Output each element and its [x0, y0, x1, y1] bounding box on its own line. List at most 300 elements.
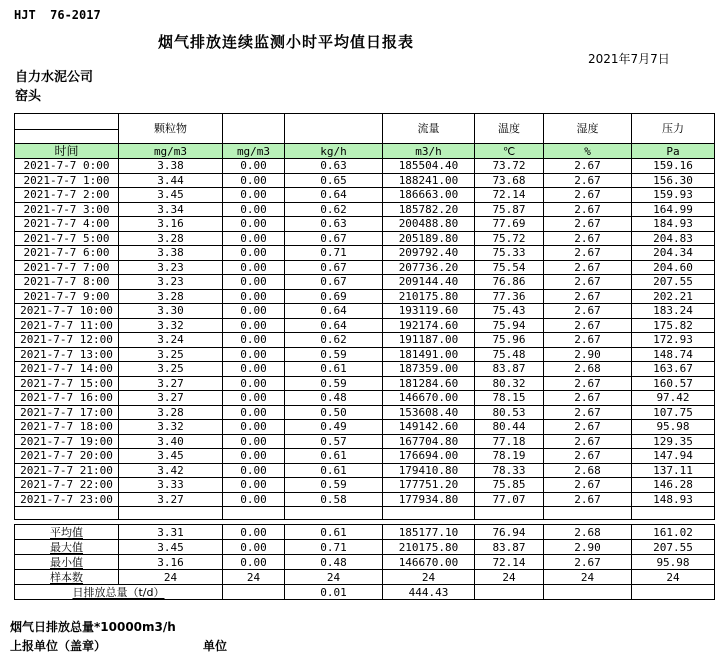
- cell: 2.68: [544, 362, 632, 377]
- cell: 185177.10: [383, 525, 475, 540]
- cell: 83.87: [475, 540, 544, 555]
- cell: 0.00: [223, 304, 285, 319]
- cell: 95.98: [632, 420, 715, 435]
- cell: 146670.00: [383, 555, 475, 570]
- cell: 2.67: [544, 289, 632, 304]
- cell: 146.28: [632, 478, 715, 493]
- cell: 72.14: [475, 188, 544, 203]
- cell: 0.71: [285, 540, 383, 555]
- unit-header-row: [15, 144, 715, 159]
- cell: 209144.40: [383, 275, 475, 290]
- cell: 192174.60: [383, 318, 475, 333]
- site-name: 窑头: [15, 89, 42, 104]
- col-header-empty-2: [285, 114, 383, 144]
- cell: 75.87: [475, 202, 544, 217]
- cell: [544, 585, 632, 600]
- cell: 0.67: [285, 231, 383, 246]
- corner-cell-bottom: [15, 130, 119, 144]
- cell: 0.00: [223, 260, 285, 275]
- table-row: [15, 173, 715, 188]
- cell: 3.28: [119, 231, 223, 246]
- cell: 159.16: [632, 159, 715, 174]
- cell: 2.67: [544, 391, 632, 406]
- cell: 0.00: [223, 391, 285, 406]
- cell: 80.32: [475, 376, 544, 391]
- cell: 107.75: [632, 405, 715, 420]
- cell: 3.45: [119, 540, 223, 555]
- cell: 0.01: [285, 585, 383, 600]
- cell: 147.94: [632, 449, 715, 464]
- cell: 0.00: [223, 275, 285, 290]
- cell: 181284.60: [383, 376, 475, 391]
- summary-rows: [15, 525, 715, 600]
- cell: 2.67: [544, 376, 632, 391]
- cell: 186663.00: [383, 188, 475, 203]
- cell: 0.61: [285, 525, 383, 540]
- cell: 0.62: [285, 202, 383, 217]
- daily-total-row: [15, 585, 715, 600]
- cell: 78.19: [475, 449, 544, 464]
- cell: 210175.80: [383, 289, 475, 304]
- cell: 2021-7-7 1:00: [15, 173, 119, 188]
- cell: 2021-7-7 18:00: [15, 420, 119, 435]
- cell: 2021-7-7 7:00: [15, 260, 119, 275]
- cell: 77.18: [475, 434, 544, 449]
- cell: 3.45: [119, 449, 223, 464]
- cell: 76.86: [475, 275, 544, 290]
- cell: 2021-7-7 14:00: [15, 362, 119, 377]
- time-column-header: 时间: [15, 144, 119, 159]
- cell: 191187.00: [383, 333, 475, 348]
- cell: 3.31: [119, 525, 223, 540]
- cell: 0.63: [285, 159, 383, 174]
- cell: 2.67: [544, 246, 632, 261]
- cell: 0.00: [223, 173, 285, 188]
- cell: 200488.80: [383, 217, 475, 232]
- cell: 2.67: [544, 275, 632, 290]
- table-row: [15, 304, 715, 319]
- cell: 204.60: [632, 260, 715, 275]
- flow-total-note: 烟气日排放总量*10000m3/h: [10, 620, 176, 634]
- report-title: 烟气排放连续监测小时平均值日报表: [158, 33, 415, 51]
- cell: 163.67: [632, 362, 715, 377]
- cell: 160.57: [632, 376, 715, 391]
- table-row: [15, 391, 715, 406]
- unit-celsius: ℃: [475, 144, 544, 159]
- cell: 0.48: [285, 391, 383, 406]
- cell: 2.67: [544, 159, 632, 174]
- col-header-pressure: 压力: [632, 114, 715, 144]
- cell: 0.00: [223, 188, 285, 203]
- cell: 3.23: [119, 260, 223, 275]
- table-row: [15, 260, 715, 275]
- cell: [119, 507, 223, 520]
- hourly-table: [14, 113, 715, 520]
- cell: 24: [544, 570, 632, 585]
- cell: 2.67: [544, 304, 632, 319]
- cell: 2.68: [544, 525, 632, 540]
- cell: 80.44: [475, 420, 544, 435]
- cell: 83.87: [475, 362, 544, 377]
- cell: 75.72: [475, 231, 544, 246]
- cell: 3.44: [119, 173, 223, 188]
- cell: 167704.80: [383, 434, 475, 449]
- reporting-unit-label: 上报单位（盖章）: [10, 639, 107, 653]
- cell: [383, 507, 475, 520]
- cell: 75.33: [475, 246, 544, 261]
- cell: 73.72: [475, 159, 544, 174]
- cell: 0.00: [223, 376, 285, 391]
- cell: 3.38: [119, 246, 223, 261]
- cell: 3.40: [119, 434, 223, 449]
- cell: 2.67: [544, 449, 632, 464]
- table-row: [15, 420, 715, 435]
- cell: 2.67: [544, 478, 632, 493]
- cell: 2021-7-7 2:00: [15, 188, 119, 203]
- col-header-pm: 颗粒物: [119, 114, 223, 144]
- cell: 77.07: [475, 492, 544, 507]
- cell: 2.67: [544, 555, 632, 570]
- cell: 187359.00: [383, 362, 475, 377]
- table-row: [15, 376, 715, 391]
- cell: 148.93: [632, 492, 715, 507]
- cell: 3.32: [119, 420, 223, 435]
- cell: 3.34: [119, 202, 223, 217]
- cell: 24: [632, 570, 715, 585]
- cell: 3.23: [119, 275, 223, 290]
- cell: [544, 507, 632, 520]
- cell: 75.85: [475, 478, 544, 493]
- cell: 24: [285, 570, 383, 585]
- cell: 188241.00: [383, 173, 475, 188]
- table-row: [15, 333, 715, 348]
- cell: 3.24: [119, 333, 223, 348]
- unit-kgh: kg/h: [285, 144, 383, 159]
- data-rows: [15, 159, 715, 520]
- table-row: [15, 202, 715, 217]
- cell: 161.02: [632, 525, 715, 540]
- cell: 0.59: [285, 347, 383, 362]
- cell: [223, 585, 285, 600]
- cell: 95.98: [632, 555, 715, 570]
- cell: 80.53: [475, 405, 544, 420]
- cell: 72.14: [475, 555, 544, 570]
- cell: 3.25: [119, 362, 223, 377]
- cell: 77.69: [475, 217, 544, 232]
- cell: 183.24: [632, 304, 715, 319]
- cell: 2.67: [544, 202, 632, 217]
- group-header-row: [15, 114, 715, 130]
- unit-label: 单位: [203, 639, 228, 653]
- cell: 0.61: [285, 463, 383, 478]
- cell: 24: [475, 570, 544, 585]
- cell: 2021-7-7 22:00: [15, 478, 119, 493]
- cell: 2.90: [544, 540, 632, 555]
- table-row: [15, 246, 715, 261]
- cell: 样本数: [15, 570, 119, 585]
- cell: 2021-7-7 5:00: [15, 231, 119, 246]
- cell: 0.57: [285, 434, 383, 449]
- unit-m3h: m3/h: [383, 144, 475, 159]
- cell: 0.00: [223, 555, 285, 570]
- cell: 2021-7-7 11:00: [15, 318, 119, 333]
- cell: 185504.40: [383, 159, 475, 174]
- col-header-humidity: 湿度: [544, 114, 632, 144]
- company-name: 自力水泥公司: [15, 70, 94, 85]
- cell: 3.27: [119, 492, 223, 507]
- cell: 最小值: [15, 555, 119, 570]
- col-header-temp: 温度: [475, 114, 544, 144]
- cell: 76.94: [475, 525, 544, 540]
- cell: 0.00: [223, 333, 285, 348]
- cell: 0.00: [223, 217, 285, 232]
- cell: 159.93: [632, 188, 715, 203]
- cell: 0.00: [223, 492, 285, 507]
- cell: 2021-7-7 8:00: [15, 275, 119, 290]
- cell: [223, 507, 285, 520]
- cell: 3.32: [119, 318, 223, 333]
- unit-pa: Pa: [632, 144, 715, 159]
- report-date: 2021年7月7日: [588, 52, 670, 66]
- cell: 0.00: [223, 478, 285, 493]
- table-row: [15, 289, 715, 304]
- table-row: [15, 347, 715, 362]
- cell: 2021-7-7 0:00: [15, 159, 119, 174]
- cell: 0.59: [285, 478, 383, 493]
- cell: 0.64: [285, 188, 383, 203]
- col-header-flow: 流量: [383, 114, 475, 144]
- summary-table: [14, 524, 715, 600]
- cell: 0.61: [285, 362, 383, 377]
- cell: 24: [383, 570, 475, 585]
- cell: 207736.20: [383, 260, 475, 275]
- cell: 184.93: [632, 217, 715, 232]
- cell: 2.67: [544, 318, 632, 333]
- cell: 78.33: [475, 463, 544, 478]
- cell: 444.43: [383, 585, 475, 600]
- cell: [475, 585, 544, 600]
- cell: 0.00: [223, 231, 285, 246]
- cell: 75.96: [475, 333, 544, 348]
- col-header-empty-1: [223, 114, 285, 144]
- cell: 176694.00: [383, 449, 475, 464]
- cell: 3.16: [119, 217, 223, 232]
- cell: 0.59: [285, 376, 383, 391]
- cell: 2.67: [544, 405, 632, 420]
- cell: [632, 585, 715, 600]
- cell: 平均值: [15, 525, 119, 540]
- cell: 0.61: [285, 449, 383, 464]
- cell: 177934.80: [383, 492, 475, 507]
- cell: 2.67: [544, 173, 632, 188]
- cell: 3.33: [119, 478, 223, 493]
- cell: 179410.80: [383, 463, 475, 478]
- cell: 209792.40: [383, 246, 475, 261]
- cell: 0.50: [285, 405, 383, 420]
- table-row: [15, 159, 715, 174]
- cell: 185782.20: [383, 202, 475, 217]
- cell: 193119.60: [383, 304, 475, 319]
- table-row: [15, 492, 715, 507]
- cell: 0.00: [223, 362, 285, 377]
- cell: 0.00: [223, 525, 285, 540]
- cell: 3.45: [119, 188, 223, 203]
- cell: 0.58: [285, 492, 383, 507]
- cell: 3.27: [119, 376, 223, 391]
- cell: 204.83: [632, 231, 715, 246]
- cell: 172.93: [632, 333, 715, 348]
- cell: 3.16: [119, 555, 223, 570]
- cell: 153608.40: [383, 405, 475, 420]
- cell: 2021-7-7 6:00: [15, 246, 119, 261]
- cell: 3.25: [119, 347, 223, 362]
- cell: 0.67: [285, 260, 383, 275]
- summary-row: [15, 555, 715, 570]
- cell: 3.28: [119, 405, 223, 420]
- cell: 0.00: [223, 246, 285, 261]
- cell: 97.42: [632, 391, 715, 406]
- summary-row: [15, 540, 715, 555]
- cell: 3.30: [119, 304, 223, 319]
- cell: 164.99: [632, 202, 715, 217]
- cell: 2021-7-7 17:00: [15, 405, 119, 420]
- cell: 0.00: [223, 405, 285, 420]
- cell: 129.35: [632, 434, 715, 449]
- cell: 75.48: [475, 347, 544, 362]
- cell: [285, 507, 383, 520]
- table-row: [15, 478, 715, 493]
- cell: 2.67: [544, 188, 632, 203]
- unit-pm2-mgm3: mg/m3: [223, 144, 285, 159]
- cell: 日排放总量（t/d）: [15, 585, 223, 600]
- cell: 0.64: [285, 318, 383, 333]
- cell: 2021-7-7 9:00: [15, 289, 119, 304]
- cell: 2.67: [544, 217, 632, 232]
- cell: 149142.60: [383, 420, 475, 435]
- cell: 0.00: [223, 347, 285, 362]
- cell: 0.69: [285, 289, 383, 304]
- cell: 181491.00: [383, 347, 475, 362]
- cell: 2.67: [544, 434, 632, 449]
- cell: 146670.00: [383, 391, 475, 406]
- cell: 207.55: [632, 275, 715, 290]
- cell: 0.00: [223, 434, 285, 449]
- cell: 0.00: [223, 159, 285, 174]
- table-row: [15, 231, 715, 246]
- cell: [632, 507, 715, 520]
- cell: 0.00: [223, 318, 285, 333]
- cell: 205189.80: [383, 231, 475, 246]
- cell: 148.74: [632, 347, 715, 362]
- cell: 0.64: [285, 304, 383, 319]
- cell: [15, 507, 119, 520]
- table-row: [15, 434, 715, 449]
- cell: 2.68: [544, 463, 632, 478]
- cell: 78.15: [475, 391, 544, 406]
- unit-percent: %: [544, 144, 632, 159]
- cell: 156.30: [632, 173, 715, 188]
- cell: 0.71: [285, 246, 383, 261]
- cell: 0.62: [285, 333, 383, 348]
- cell: 3.42: [119, 463, 223, 478]
- cell: 2.90: [544, 347, 632, 362]
- cell: 75.54: [475, 260, 544, 275]
- cell: 2021-7-7 4:00: [15, 217, 119, 232]
- cell: 207.55: [632, 540, 715, 555]
- cell: 175.82: [632, 318, 715, 333]
- cell: 0.00: [223, 449, 285, 464]
- cell: 2021-7-7 12:00: [15, 333, 119, 348]
- cell: 3.27: [119, 391, 223, 406]
- cell: 0.00: [223, 540, 285, 555]
- cell: 24: [223, 570, 285, 585]
- table-row: [15, 275, 715, 290]
- cell: 0.00: [223, 420, 285, 435]
- table-row: [15, 463, 715, 478]
- cell: 2.67: [544, 260, 632, 275]
- cell: 137.11: [632, 463, 715, 478]
- cell: 0.67: [285, 275, 383, 290]
- cell: 0.63: [285, 217, 383, 232]
- separator-row: [15, 507, 715, 520]
- table-row: [15, 188, 715, 203]
- table-row: [15, 449, 715, 464]
- cell: [475, 507, 544, 520]
- table-row: [15, 318, 715, 333]
- cell: 2021-7-7 10:00: [15, 304, 119, 319]
- cell: 0.00: [223, 463, 285, 478]
- unit-pm-mgm3: mg/m3: [119, 144, 223, 159]
- cell: 2021-7-7 20:00: [15, 449, 119, 464]
- cell: 2021-7-7 19:00: [15, 434, 119, 449]
- cell: 2021-7-7 3:00: [15, 202, 119, 217]
- cell: 2.67: [544, 231, 632, 246]
- cell: 202.21: [632, 289, 715, 304]
- cell: 2021-7-7 16:00: [15, 391, 119, 406]
- cell: 177751.20: [383, 478, 475, 493]
- summary-row: [15, 570, 715, 585]
- cell: 2021-7-7 21:00: [15, 463, 119, 478]
- cell: 2021-7-7 15:00: [15, 376, 119, 391]
- cell: 0.65: [285, 173, 383, 188]
- cell: 3.38: [119, 159, 223, 174]
- cell: 0.00: [223, 289, 285, 304]
- cell: 0.49: [285, 420, 383, 435]
- cell: 2021-7-7 23:00: [15, 492, 119, 507]
- cell: 最大值: [15, 540, 119, 555]
- cell: 73.68: [475, 173, 544, 188]
- table-row: [15, 217, 715, 232]
- cell: 2.67: [544, 420, 632, 435]
- cell: 204.34: [632, 246, 715, 261]
- corner-cell-top: [15, 114, 119, 130]
- cell: 75.94: [475, 318, 544, 333]
- cell: 2.67: [544, 333, 632, 348]
- standard-code: HJT 76-2017: [14, 8, 101, 22]
- cell: 75.43: [475, 304, 544, 319]
- cell: 2.67: [544, 492, 632, 507]
- cell: 0.48: [285, 555, 383, 570]
- summary-row: [15, 525, 715, 540]
- cell: 77.36: [475, 289, 544, 304]
- cell: 2021-7-7 13:00: [15, 347, 119, 362]
- cell: 3.28: [119, 289, 223, 304]
- table-row: [15, 405, 715, 420]
- cell: 24: [119, 570, 223, 585]
- table-row: [15, 362, 715, 377]
- cell: 0.00: [223, 202, 285, 217]
- cell: 210175.80: [383, 540, 475, 555]
